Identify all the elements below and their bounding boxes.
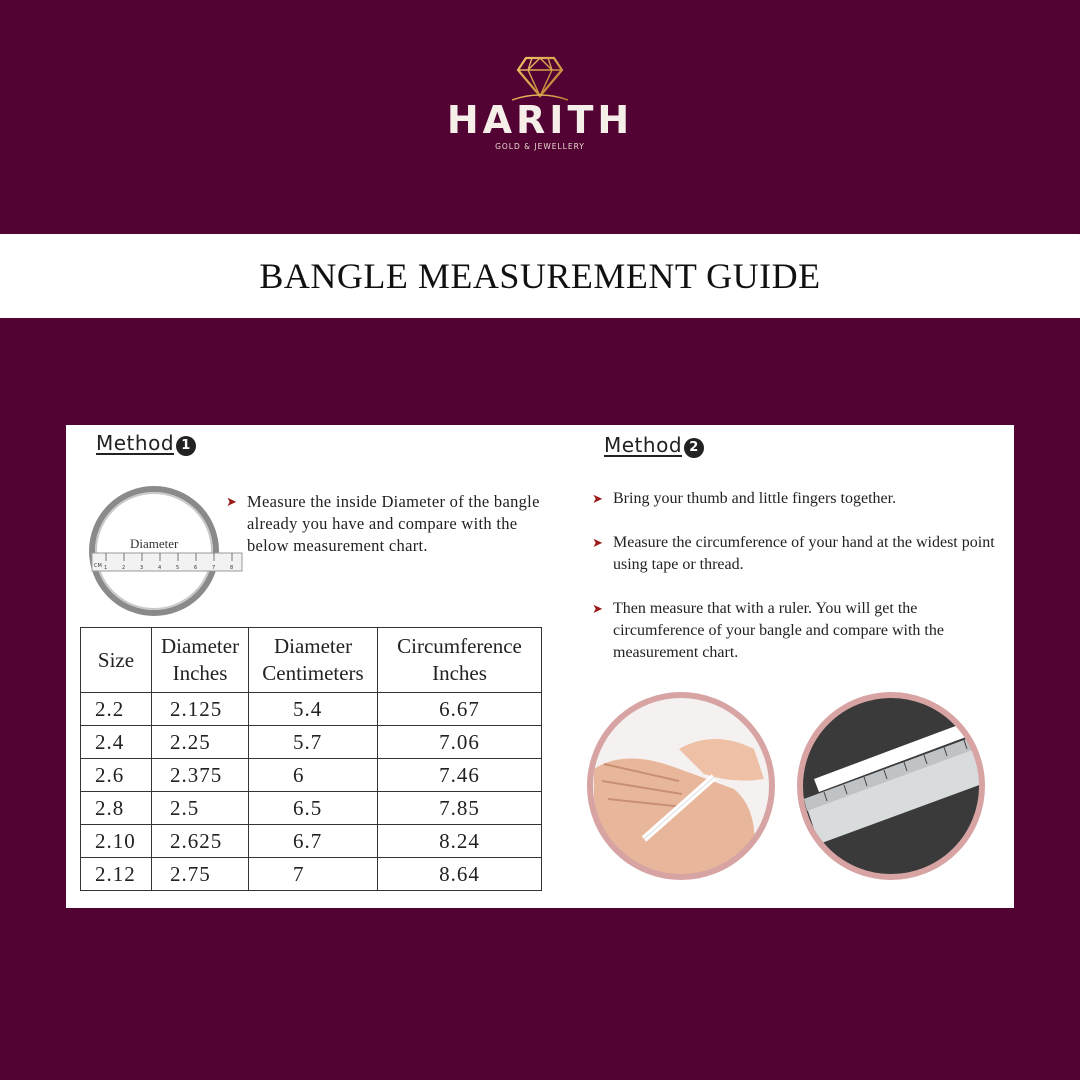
diamond-icon: [510, 52, 570, 102]
method-2-label: Method: [604, 433, 683, 457]
ruler-unit: CM: [94, 563, 102, 569]
instruction-item: ➤ Measure the inside Diameter of the bangle already you have and compare with the below measurement chart.: [226, 492, 540, 555]
instruction-item: ➤ Measure the circumference of your hand at the widest point using tape or thread.: [592, 534, 995, 573]
method-1-instructions: [226, 491, 556, 557]
ruler-tick: 4: [158, 565, 162, 571]
ruler-tick: 7: [212, 565, 216, 571]
instruction-item: ➤ Then measure that with a ruler. You will get the circumference of your bangle and compare with the measurement chart.: [592, 600, 944, 661]
ruler-tick: 6: [194, 565, 198, 571]
table-row: 2.2 2.125 5.4 6.67: [81, 693, 542, 726]
page-title: BANGLE MEASUREMENT GUIDE: [259, 256, 821, 296]
ruler: [92, 553, 242, 571]
method-2-instructions: [592, 488, 1012, 686]
table-row: 2.12 2.75 7 8.64: [81, 858, 542, 891]
table-row: 2.6 2.375 6 7.46: [81, 759, 542, 792]
method-1-label: Method: [96, 431, 175, 455]
arrow-icon: ➤: [592, 601, 603, 616]
instruction-item: ➤ Bring your thumb and little fingers together.: [592, 488, 1012, 510]
column-header-diameter-cm: Diameter Centimeters: [249, 628, 378, 693]
ruler-tick: 5: [176, 565, 180, 571]
column-header-circumference-inches: Circumference Inches: [378, 628, 542, 693]
method-2-number: 2: [684, 438, 704, 458]
arrow-icon: ➤: [592, 491, 603, 506]
arrow-icon: ➤: [592, 535, 603, 550]
brand-tagline: GOLD & JEWELLERY: [495, 142, 585, 151]
ruler-tick: 3: [140, 565, 144, 571]
table-row: 2.8 2.5 6.5 7.85: [81, 792, 542, 825]
column-header-diameter-inches: Diameter Inches: [152, 628, 249, 693]
method-1-number: 1: [176, 436, 196, 456]
measurement-guide-card: [66, 425, 1014, 908]
arrow-icon: ➤: [226, 494, 238, 509]
method-2-heading: [604, 433, 704, 458]
table-header-row: [81, 628, 542, 693]
ruler-tick: 1: [104, 565, 108, 571]
table-row: 2.4 2.25 5.7 7.06: [81, 726, 542, 759]
title-banner: [0, 234, 1080, 318]
table-row: 2.10 2.625 6.7 8.24: [81, 825, 542, 858]
ruler-tick: 8: [230, 565, 234, 571]
diameter-label: Diameter: [130, 536, 179, 551]
bangle-diameter-diagram: [86, 481, 246, 631]
brand-name: HARITH: [446, 98, 634, 142]
ruler-photo: [794, 689, 988, 883]
method-1-heading: [96, 431, 196, 456]
brand-logo: [0, 52, 1080, 151]
hand-measuring-photo: [584, 689, 778, 883]
ruler-tick: 2: [122, 565, 126, 571]
column-header-size: Size: [81, 628, 152, 693]
bangle-size-table: [80, 627, 542, 891]
